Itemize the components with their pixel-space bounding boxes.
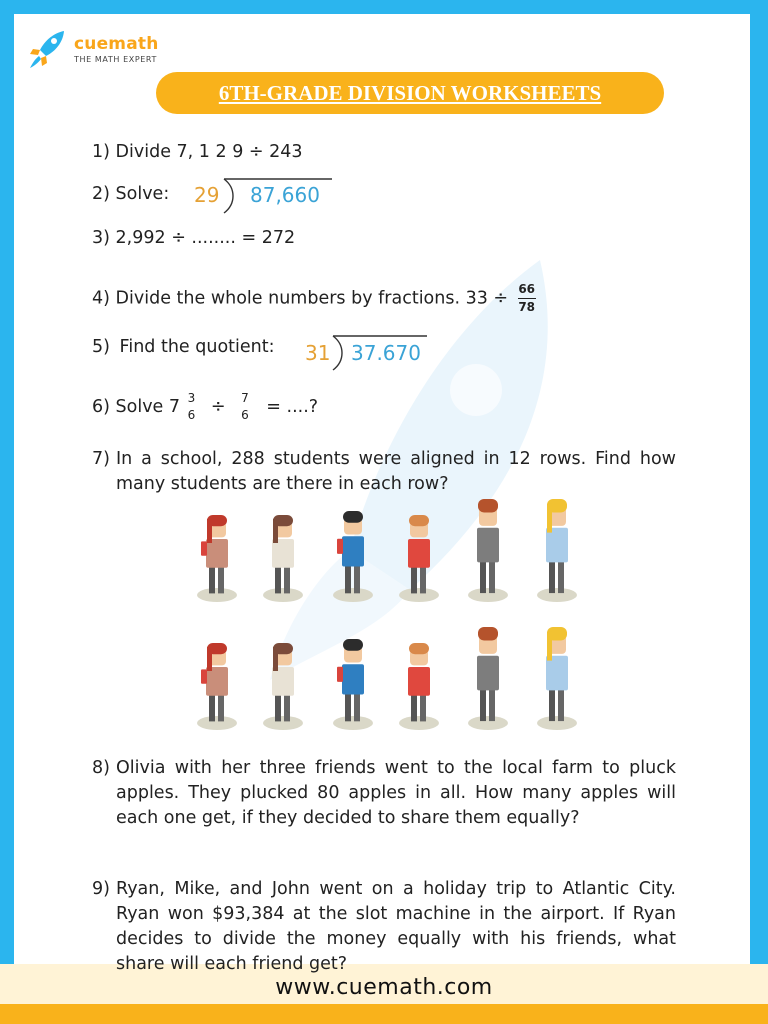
q6-operator: ÷ [210,397,226,417]
left-frame [0,0,14,1024]
q6-fraction-denominator: 6 [241,408,249,422]
footer-rule [0,1004,768,1024]
q8-label: 8) [92,758,110,778]
q5-text: Find the quotient: [119,337,275,357]
student-figure [399,515,439,602]
q2-divisor: 29 [194,183,220,207]
q2-long-division [194,176,334,216]
student-figure [537,499,577,602]
q2-dividend: 87,660 [250,183,320,207]
q6-mixed-denominator: 6 [187,408,196,422]
student-figure [197,515,237,602]
q8-text: Olivia with her three friends went to the local farm to pluck apples. They plucked 80 apples in all. How many apples will each one get, if they decided to share them equally? [116,758,676,828]
q3-label: 3) [92,228,110,248]
q7-label: 7) [92,449,110,469]
student-figure [333,511,373,602]
student-figure [333,639,373,730]
student-figure [537,627,577,730]
students-illustration [185,495,595,740]
brand-logo[interactable] [26,28,159,70]
question-6 [92,392,318,422]
question-3 [92,228,295,248]
q6-mixed-numerator: 3 [187,391,196,405]
question-5 [92,337,275,357]
q6-fraction-numerator: 7 [241,391,249,405]
q4-fraction-denominator: 78 [518,300,536,314]
q4-fraction [518,283,536,314]
page-title: 6TH-GRADE DIVISION WORKSHEETS [218,80,602,105]
q6-label: 6) Solve 7 [92,397,181,417]
student-figure [263,515,303,602]
title-banner [156,72,664,114]
q1-text: Divide 7, 1 2 9 ÷ 243 [115,142,303,162]
q3-text: 2,992 ÷ ........ = 272 [115,228,296,248]
q9-label: 9) [92,879,110,899]
top-frame [0,0,768,14]
q2-label: 2) Solve: [92,184,170,204]
student-figure [197,643,237,730]
q5-dividend: 37.670 [351,341,421,365]
q4-fraction-numerator: 66 [518,282,536,296]
rocket-logo-icon [26,28,68,70]
brand-name: cuemath [74,34,159,54]
q5-label: 5) [92,337,110,357]
q7-text: In a school, 288 students were aligned in 12 rows. Find how many students are there in each row? [116,449,676,494]
q6-mixed-fraction [188,392,196,422]
q4-text: Divide the whole numbers by fractions. 33 ÷ [115,288,509,309]
q6-fraction [241,392,249,422]
student-figure [399,643,439,730]
question-7 [92,447,676,497]
question-4 [92,283,536,314]
student-figure [468,499,508,602]
student-figure [263,643,303,730]
question-1 [92,142,303,162]
q1-label: 1) [92,142,110,162]
q5-long-division [305,333,429,373]
q4-label: 4) [92,288,110,309]
question-8 [92,756,676,831]
q6-tail: = ....? [266,397,319,417]
footer-url[interactable]: www.cuemath.com [275,975,493,1000]
q9-text: Ryan, Mike, and John went on a holiday trip to Atlantic City. Ryan won $93,384 at the slot machine in the airport. If Ryan decides to divide the money equally with his friends, what share will each friend get? [116,879,676,974]
brand-tagline: THE MATH EXPERT [74,55,157,64]
q5-divisor: 31 [305,341,331,365]
right-frame [750,0,768,1024]
student-figure [468,627,508,730]
question-9 [92,877,676,977]
